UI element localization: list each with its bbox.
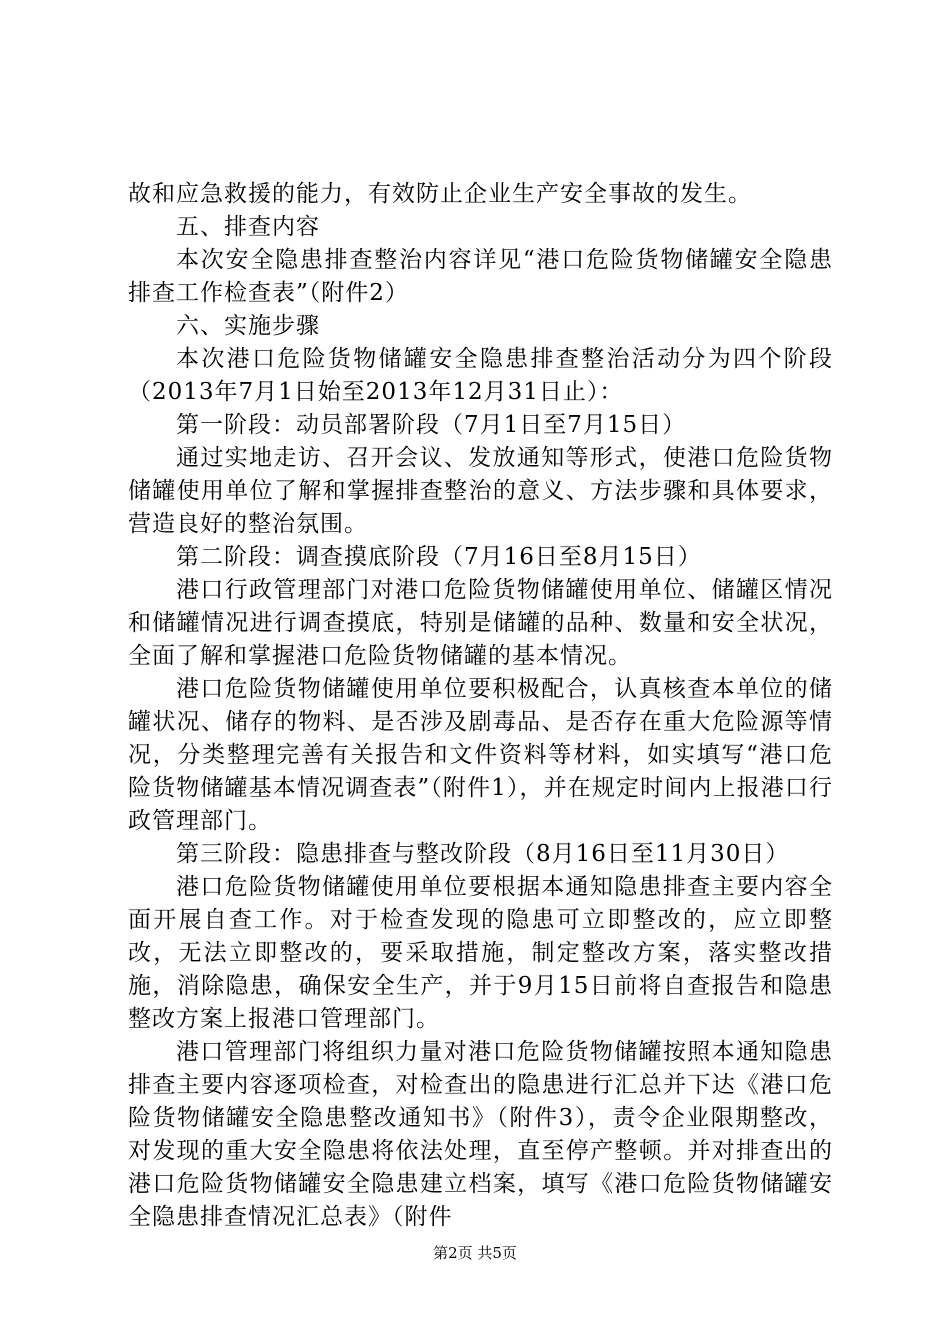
paragraph-stage-one: 通过实地走访、召开会议、发放通知等形式，使港口危险货物储罐使用单位了解和掌握排查整治的意义、方法步骤和具体要求，营造良好的整治氛围。 [128,445,833,537]
paragraph-stage-three-selfcheck: 港口危险货物储罐使用单位要根据本通知隐患排查主要内容全面开展自查工作。对于检查发现的隐患可立即整改的，应立即整改，无法立即整改的，要采取措施，制定整改方案，落实整改措施，消除隐患，确保安全生产，并于9月15日前将自查报告和隐患整改方案上报港口管理部门。 [128,874,833,1032]
paragraph-stages-overview: 本次港口危险货物储罐安全隐患排查整治活动分为四个阶段（2013年7月1日始至2013年12月31日止）： [128,346,833,405]
paragraph-check-content: 本次安全隐患排查整治内容详见“港口危险货物储罐安全隐患排查工作检查表”（附件2） [128,247,833,306]
section-heading-implementation-steps: 六、实施步骤 [176,313,320,339]
paragraph-stage-three-inspection: 港口管理部门将组织力量对港口危险货物储罐按照本通知隐患排查主要内容逐项检查，对检查出的隐患进行汇总并下达《港口危险货物储罐安全隐患整改通知书》（附件3），责令企业限期整改，对发现的重大安全隐患将依法处理，直至停产整顿。并对排查出的港口危险货物储罐安全隐患建立档案，填写《港口危险货物储罐安全隐患排查情况汇总表》（附件 [128,1039,833,1230]
stage-one-heading: 第一阶段：动员部署阶段（7月1日至7月15日） [176,412,687,438]
paragraph-stage-two-survey: 港口行政管理部门对港口危险货物储罐使用单位、储罐区情况和储罐情况进行调查摸底，特别是储罐的品种、数量和安全状况，全面了解和掌握港口危险货物储罐的基本情况。 [128,577,833,669]
section-heading-check-content: 五、排查内容 [176,214,320,240]
stage-two-heading: 第二阶段：调查摸底阶段（7月16日至8月15日） [176,544,702,570]
stage-three-heading: 第三阶段：隐患排查与整改阶段（8月16日至11月30日） [176,841,790,867]
paragraph-stage-two-cooperation: 港口危险货物储罐使用单位要积极配合，认真核查本单位的储罐状况、储存的物料、是否涉及剧毒品、是否存在重大危险源等情况，分类整理完善有关报告和文件资料等材料，如实填写“港口危险货物储罐基本情况调查表”（附件1），并在规定时间内上报港口行政管理部门。 [128,676,833,834]
paragraph-continuation: 故和应急救援的能力，有效防止企业生产安全事故的发生。 [128,181,752,207]
document-body [128,178,833,1234]
page-number-footer: 第2页 共5页 [433,1244,517,1262]
